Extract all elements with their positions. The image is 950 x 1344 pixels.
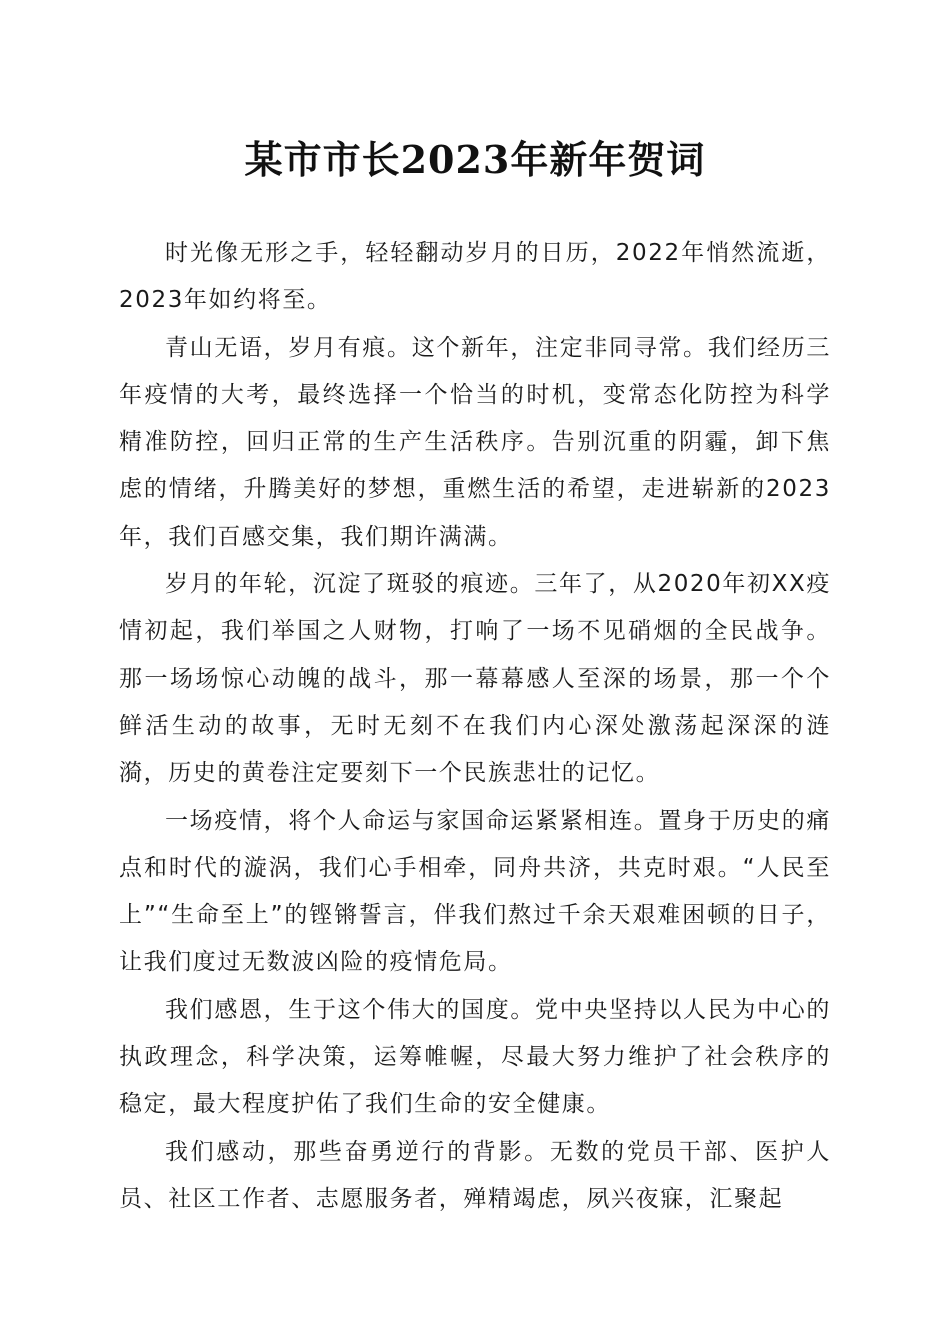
paragraph: 一场疫情，将个人命运与家国命运紧紧相连。置身于历史的痛点和时代的漩涡，我们心手相牵，同舟共济，共克时艰。“人民至上”“生命至上”的铿锵誓言，伴我们熬过千余天艰难困顿的日子，让我们度过无数波凶险的疫情危局。 <box>119 807 831 976</box>
document-body <box>119 230 831 1223</box>
document-title: 某市市长2023年新年贺词 <box>244 137 706 182</box>
paragraph: 我们感恩，生于这个伟大的国度。党中央坚持以人民为中心的执政理念，科学决策，运筹帷幄，尽最大努力维护了社会秩序的稳定，最大程度护佑了我们生命的安全健康。 <box>119 996 831 1118</box>
paragraph: 岁月的年轮，沉淀了斑驳的痕迹。三年了，从2020年初XX疫情初起，我们举国之人财物，打响了一场不见硝烟的全民战争。那一场场惊心动魄的战斗，那一幕幕感人至深的场景，那一个个鲜活生动的故事，无时无刻不在我们内心深处激荡起深深的涟漪，历史的黄卷注定要刻下一个民族悲壮的记忆。 <box>119 571 831 787</box>
paragraph: 时光像无形之手，轻轻翻动岁月的日历，2022年悄然流逝，2023年如约将至。 <box>119 240 831 314</box>
paragraph: 我们感动，那些奋勇逆行的背影。无数的党员干部、医护人员、社区工作者、志愿服务者，殚精竭虑，夙兴夜寐，汇聚起 <box>119 1138 831 1212</box>
paragraph: 青山无语，岁月有痕。这个新年，注定非同寻常。我们经历三年疫情的大考，最终选择一个恰当的时机，变常态化防控为科学精准防控，回归正常的生产生活秩序。告别沉重的阴霾，卸下焦虑的情绪，升腾美好的梦想，重燃生活的希望，走进崭新的2023年，我们百感交集，我们期许满满。 <box>119 334 831 550</box>
